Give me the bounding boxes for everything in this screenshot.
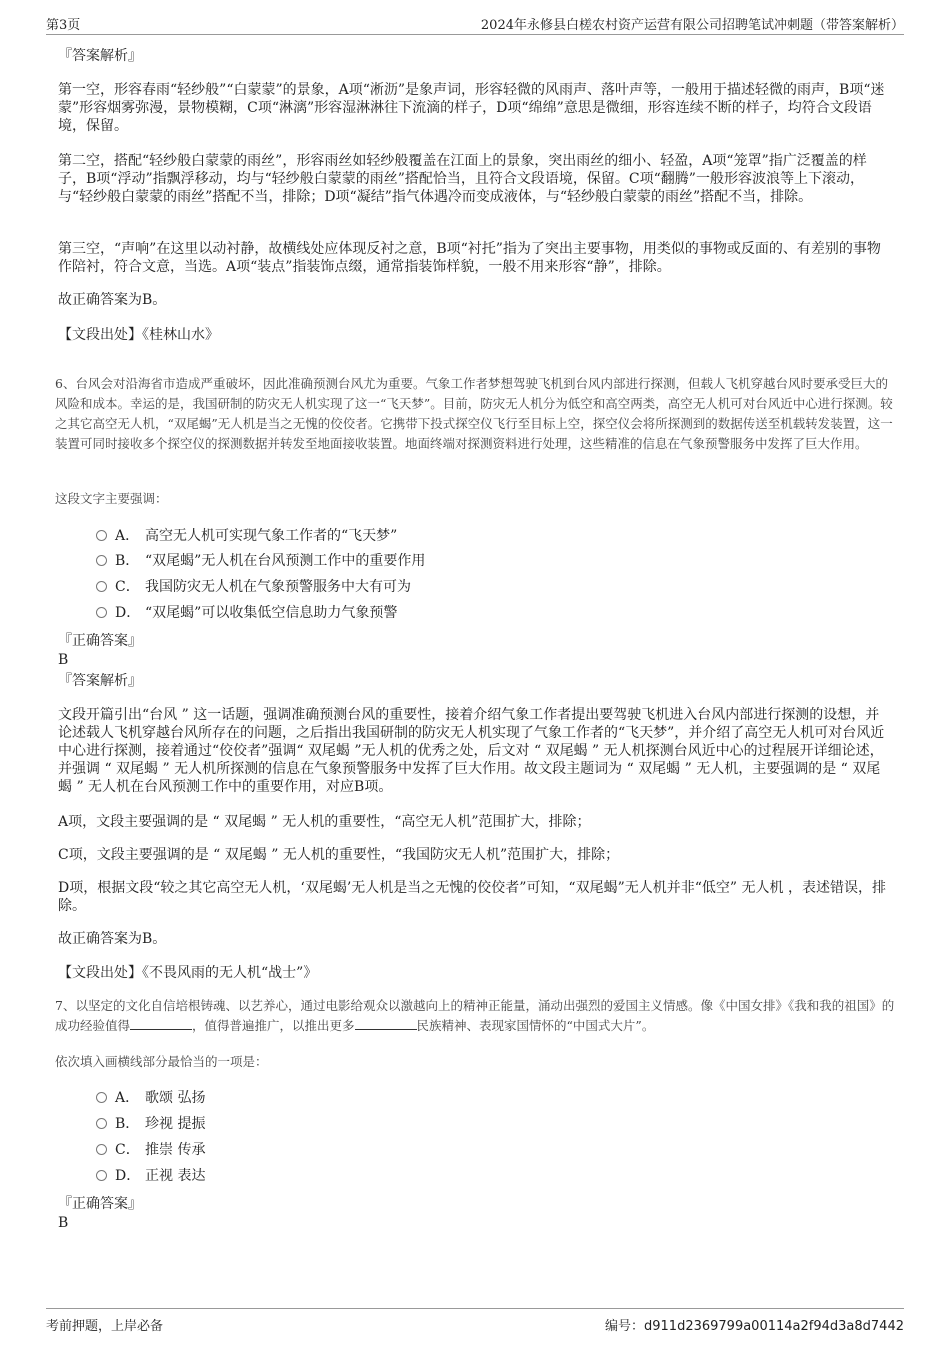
- option-text: 高空无人机可实现气象工作者的“飞天梦”: [145, 528, 398, 544]
- code-label: 编号：: [604, 1319, 644, 1334]
- blank-line-2: [355, 1017, 417, 1030]
- q7-prompt: 依次填入画横线部分最恰当的一项是：: [55, 1054, 268, 1069]
- q7-option-a[interactable]: [96, 1088, 205, 1108]
- page-header: [46, 12, 904, 35]
- radio-icon[interactable]: [96, 530, 107, 541]
- q7-stem: [55, 996, 897, 1036]
- option-letter: B．: [115, 553, 140, 569]
- q6-option-a[interactable]: [96, 526, 397, 546]
- radio-icon[interactable]: [96, 607, 107, 618]
- q5-analysis-paragraph-1: 第一空，形容春雨“轻纱般”“白蒙蒙”的景象，A项“淅沥”是象声词，形容轻微的风雨声、落叶声等，一般用于描述轻微的雨声，B项“迷蒙”形容烟雾弥漫，景物模糊，C项“淋漓”形容湿淋淋往下流滴的样子，D项“绵绵”意思是微细，形容连续不断的样子，均符合文段语境，保留。: [58, 82, 885, 134]
- option-letter: D．: [115, 1168, 141, 1184]
- q6-analysis-paragraph-1: 文段开篇引出“台风 ” 这一话题，强调准确预测台风的重要性，接着介绍气象工作者提出要驾驶飞机进入台风内部进行探测的设想，并论述载人飞机穿越台风所存在的问题，之后指出我国研制的防灾无人机实现了气象工作者的“飞天梦”，并介绍了高空无人机可对台风近中心进行探测，接着通过“佼佼者”强调“ 双尾蝎 ”无人机的优秀之处，后文对 “ 双尾蝎 ” 无人机探测台风近中心的过程展开详细论述，并强调 “ 双尾蝎 ” 无人机所探测的信息在气象预警服务中发挥了巨大作用。故文段主题词为 “ 双尾蝎 ” 无人机，主要强调的是 “ 双尾蝎 ” 无人机在台风预测工作中的重要作用，对应B项。: [58, 707, 885, 795]
- q6-analysis-paragraph-3: C项，文段主要强调的是 “ 双尾蝎 ” 无人机的重要性，“我国防灾无人机”范围扩大，排除；: [58, 847, 620, 863]
- q7-answer-label: 『正确答案』: [58, 1196, 142, 1212]
- option-letter: A．: [115, 1090, 140, 1106]
- q5-conclusion: 故正确答案为B。: [58, 292, 167, 308]
- code-value: d911d2369799a00114a2f94d3a8d7442: [644, 1319, 904, 1334]
- option-text: 歌颂 弘扬: [145, 1090, 206, 1106]
- q7-option-b[interactable]: [96, 1114, 205, 1134]
- option-letter: C．: [115, 1142, 140, 1158]
- option-text: 正视 表达: [145, 1168, 206, 1184]
- q6-answer: B: [58, 652, 69, 668]
- option-text: 珍视 提振: [145, 1116, 206, 1132]
- option-letter: C．: [115, 579, 140, 595]
- q6-conclusion: 故正确答案为B。: [58, 931, 167, 947]
- q7-option-c[interactable]: [96, 1140, 205, 1160]
- q6-prompt: 这段文字主要强调：: [55, 491, 168, 506]
- document-title: 2024年永修县白槎农村资产运营有限公司招聘笔试冲刺题（带答案解析）: [480, 18, 904, 33]
- option-text: “双尾蝎”无人机在台风预测工作中的重要作用: [145, 553, 426, 569]
- q7-option-d[interactable]: [96, 1166, 205, 1186]
- radio-icon[interactable]: [96, 1144, 107, 1155]
- document-code: [605, 1315, 904, 1334]
- page-footer: [46, 1308, 904, 1333]
- q6-option-d[interactable]: [96, 603, 397, 623]
- q6-analysis-label: 『答案解析』: [58, 673, 142, 689]
- q5-analysis-paragraph-2: 第二空，搭配“轻纱般白蒙蒙的雨丝”，形容雨丝如轻纱般覆盖在江面上的景象，突出雨丝的细小、轻盈，A项“笼罩”指广泛覆盖的样子，B项“浮动”指飘浮移动，均与“轻纱般白蒙蒙的雨丝”搭配恰当，且符合文段语境，保留。C项“翻腾”一般形容波浪等上下滚动，与“轻纱般白蒙蒙的雨丝”搭配不当，排除；D项“凝结”指气体遇冷而变成液体，与“轻纱般白蒙蒙的雨丝”搭配不当，排除。: [58, 153, 867, 205]
- footer-note: 考前押题，上岸必备: [46, 1319, 164, 1334]
- option-text: 推崇 传承: [145, 1142, 206, 1158]
- q7-stem-part-2: ，值得普遍推广，以推出更多: [192, 1018, 355, 1033]
- q7-stem-part-3: 民族精神、表现家国情怀的“中国式大片”。: [416, 1018, 655, 1033]
- q6-source: 【文段出处】《不畏风雨的无人机“战士”》: [58, 965, 318, 981]
- blank-line-1: [130, 1017, 192, 1030]
- option-text: 我国防灾无人机在气象预警服务中大有可为: [145, 579, 411, 595]
- q6-stem: 6、台风会对沿海省市造成严重破坏，因此准确预测台风尤为重要。气象工作者梦想驾驶飞机到台风内部进行探测，但载人飞机穿越台风时要承受巨大的风险和成本。幸运的是，我国研制的防灾无人机实现了这一“飞天梦”。目前，防灾无人机分为低空和高空两类，高空无人机可对台风近中心进行探测。较之其它高空无人机，“双尾蝎”无人机是当之无愧的佼佼者。它携带下投式探空仪飞行至目标上空，探空仪会将所探测到的数据传送至机载转发装置，这一装置可同时接收多个探空仪的探测数据并转发至地面接收装置。地面终端对探测资料进行处理，这些精准的信息在气象预警服务中发挥了巨大作用。: [55, 376, 893, 451]
- radio-icon[interactable]: [96, 1118, 107, 1129]
- q6-analysis-paragraph-2: A项，文段主要强调的是 “ 双尾蝎 ” 无人机的重要性，“高空无人机”范围扩大，排除；: [58, 814, 591, 830]
- q5-analysis-label: 『答案解析』: [58, 48, 142, 64]
- q7-stem-part-1: 7、以坚定的文化自信培根铸魂、以艺养心，通过电影给观众以激越向上的精神正能量，涌动出强烈的爱国主义情感。像《中国女排》《我和我的祖国》的成功经验值得: [55, 998, 895, 1033]
- radio-icon[interactable]: [96, 1170, 107, 1181]
- q5-source: 【文段出处】《桂林山水》: [58, 327, 219, 343]
- radio-icon[interactable]: [96, 555, 107, 566]
- q6-answer-label: 『正确答案』: [58, 633, 142, 649]
- q5-analysis-paragraph-3: 第三空，“声响”在这里以动衬静，故横线处应体现反衬之意，B项“衬托”指为了突出主要事物，用类似的事物或反面的、有差别的事物作陪衬，符合文意，当选。A项“装点”指装饰点缀，通常指装饰样貌，一般不用来形容“静”，排除。: [58, 241, 881, 275]
- option-letter: D．: [115, 605, 141, 621]
- q6-option-c[interactable]: [96, 577, 411, 597]
- page-number: 第3页: [46, 18, 81, 33]
- radio-icon[interactable]: [96, 581, 107, 592]
- option-letter: B．: [115, 1116, 140, 1132]
- q6-option-b[interactable]: [96, 551, 425, 571]
- radio-icon[interactable]: [96, 1092, 107, 1103]
- q7-answer: B: [58, 1215, 69, 1231]
- option-text: “双尾蝎”可以收集低空信息助力气象预警: [145, 605, 398, 621]
- q6-analysis-paragraph-4: D项，根据文段“较之其它高空无人机，‘双尾蝎’无人机是当之无愧的佼佼者”可知，“双尾蝎”无人机并非“低空” 无人机 ，表述错误，排除。: [58, 880, 886, 914]
- option-letter: A．: [115, 528, 140, 544]
